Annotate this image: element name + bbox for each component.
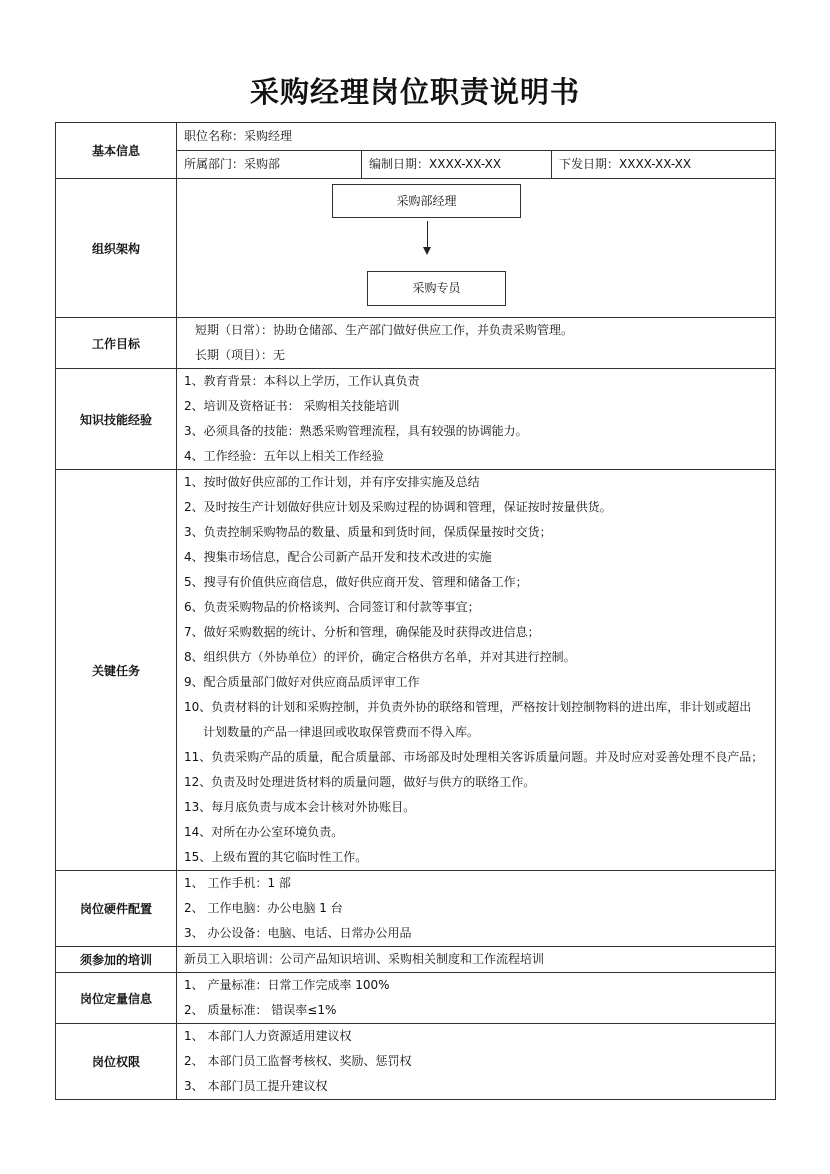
hardware-row (56, 871, 776, 947)
key-tasks-row (56, 470, 776, 871)
knowledge-skills-row (56, 369, 776, 470)
key-tasks-cell (177, 470, 776, 871)
list-item: 9、配合质量部门做好对供应商品质评审工作 (184, 675, 420, 689)
work-goals-label: 工作目标 (56, 318, 177, 369)
list-item: 8、组织供方（外协单位）的评价，确定合格供方名单，并对其进行控制。 (184, 650, 576, 664)
key-tasks-label: 关键任务 (56, 470, 177, 871)
org-box-specialist: 采购专员 (367, 271, 506, 306)
authority-cell (177, 1024, 776, 1100)
arrow-down-icon (423, 247, 431, 255)
list-item: 14、对所在办公室环境负责。 (184, 825, 344, 839)
position-name-cell (177, 123, 776, 151)
authority-row (56, 1024, 776, 1100)
list-item: 2、及时按生产计划做好供应计划及采购过程的协调和管理，保证按时按量供货。 (184, 500, 612, 514)
basic-info-row-1 (56, 123, 776, 151)
training-row (56, 947, 776, 973)
list-item: 10、负责材料的计划和采购控制，并负责外协的联络和管理，严格按计划控制物料的进出库，非计划或超出 (184, 700, 752, 714)
authority-label: 岗位权限 (56, 1024, 177, 1100)
list-item: 3、 办公设备：电脑、电话、日常办公用品 (184, 926, 412, 940)
org-chart (177, 179, 775, 317)
quantitative-label: 岗位定量信息 (56, 973, 177, 1024)
work-goal-long: 长期（项目）：无 (195, 348, 286, 362)
training-value: 新员工入职培训：公司产品知识培训、采购相关制度和工作流程培训 (184, 952, 545, 966)
list-item: 12、负责及时处理进货材料的质量问题，做好与供方的联络工作。 (184, 775, 536, 789)
work-goals-cell (177, 318, 776, 369)
hardware-cell (177, 871, 776, 947)
compile-date: 编制日期：XXXX-XX-XX (369, 157, 502, 171)
list-item: 2、 本部门员工监督考核权、奖励、惩罚权 (184, 1054, 412, 1068)
list-item: 2、 工作电脑：办公电脑 1 台 (184, 901, 343, 915)
list-item: 3、必须具备的技能：熟悉采购管理流程，具有较强的协调能力。 (184, 424, 528, 438)
list-item: 1、 工作手机：1 部 (184, 876, 291, 890)
page-title: 采购经理岗位职责说明书 (249, 75, 580, 109)
list-item: 4、搜集市场信息，配合公司新产品开发和技术改进的实施 (184, 550, 492, 564)
work-goal-short: 短期（日常）：协助仓储部、生产部门做好供应工作，并负责采购管理。 (195, 323, 574, 337)
list-item: 15、上级布置的其它临时性工作。 (184, 850, 368, 864)
training-label: 须参加的培训 (56, 947, 177, 973)
hardware-label: 岗位硬件配置 (56, 871, 177, 947)
job-description-table (55, 122, 776, 1100)
quantitative-row (56, 973, 776, 1024)
list-item: 13、每月底负责与成本会计核对外协账目。 (184, 800, 416, 814)
quantitative-cell (177, 973, 776, 1024)
list-item: 1、 产量标准：日常工作完成率 100% (184, 978, 390, 992)
knowledge-skills-label: 知识技能经验 (56, 369, 177, 470)
list-item: 4、工作经验：五年以上相关工作经验 (184, 449, 384, 463)
basic-info-label: 基本信息 (56, 123, 177, 179)
list-item: 6、负责采购物品的价格谈判、合同签订和付款等事宜； (184, 600, 480, 614)
issue-date: 下发日期：XXXX-XX-XX (559, 157, 692, 171)
position-name: 职位名称：采购经理 (184, 129, 293, 143)
list-item: 1、按时做好供应部的工作计划，并有序安排实施及总结 (184, 475, 480, 489)
org-structure-cell (177, 179, 776, 318)
department-cell (177, 151, 362, 179)
list-item: 1、 本部门人力资源适用建议权 (184, 1029, 352, 1043)
compile-date-cell (362, 151, 552, 179)
org-arrow-line (427, 221, 428, 248)
list-item: 2、 质量标准： 错误率≤1% (184, 1003, 337, 1017)
list-item: 11、负责采购产品的质量，配合质量部、市场部及时处理相关客诉质量问题。并及时应对妥善处理不良产品； (184, 750, 764, 764)
list-item: 3、 本部门员工提升建议权 (184, 1079, 328, 1093)
list-item: 1、教育背景：本科以上学历，工作认真负责 (184, 374, 420, 388)
list-item: 3、负责控制采购物品的数量、质量和到货时间，保质保量按时交货； (184, 525, 552, 539)
list-item: 7、做好采购数据的统计、分析和管理，确保能及时获得改进信息； (184, 625, 540, 639)
org-structure-label: 组织架构 (56, 179, 177, 318)
list-item-continuation: 计划数量的产品一律退回或收取保管费而不得入库。 (203, 725, 480, 739)
org-box-manager: 采购部经理 (332, 184, 521, 218)
org-structure-row (56, 179, 776, 318)
training-cell (177, 947, 776, 973)
department: 所属部门：采购部 (184, 157, 281, 171)
knowledge-skills-cell (177, 369, 776, 470)
list-item: 2、培训及资格证书： 采购相关技能培训 (184, 399, 400, 413)
issue-date-cell (552, 151, 776, 179)
list-item: 5、搜寻有价值供应商信息，做好供应商开发、管理和储备工作； (184, 575, 528, 589)
work-goals-row (56, 318, 776, 369)
